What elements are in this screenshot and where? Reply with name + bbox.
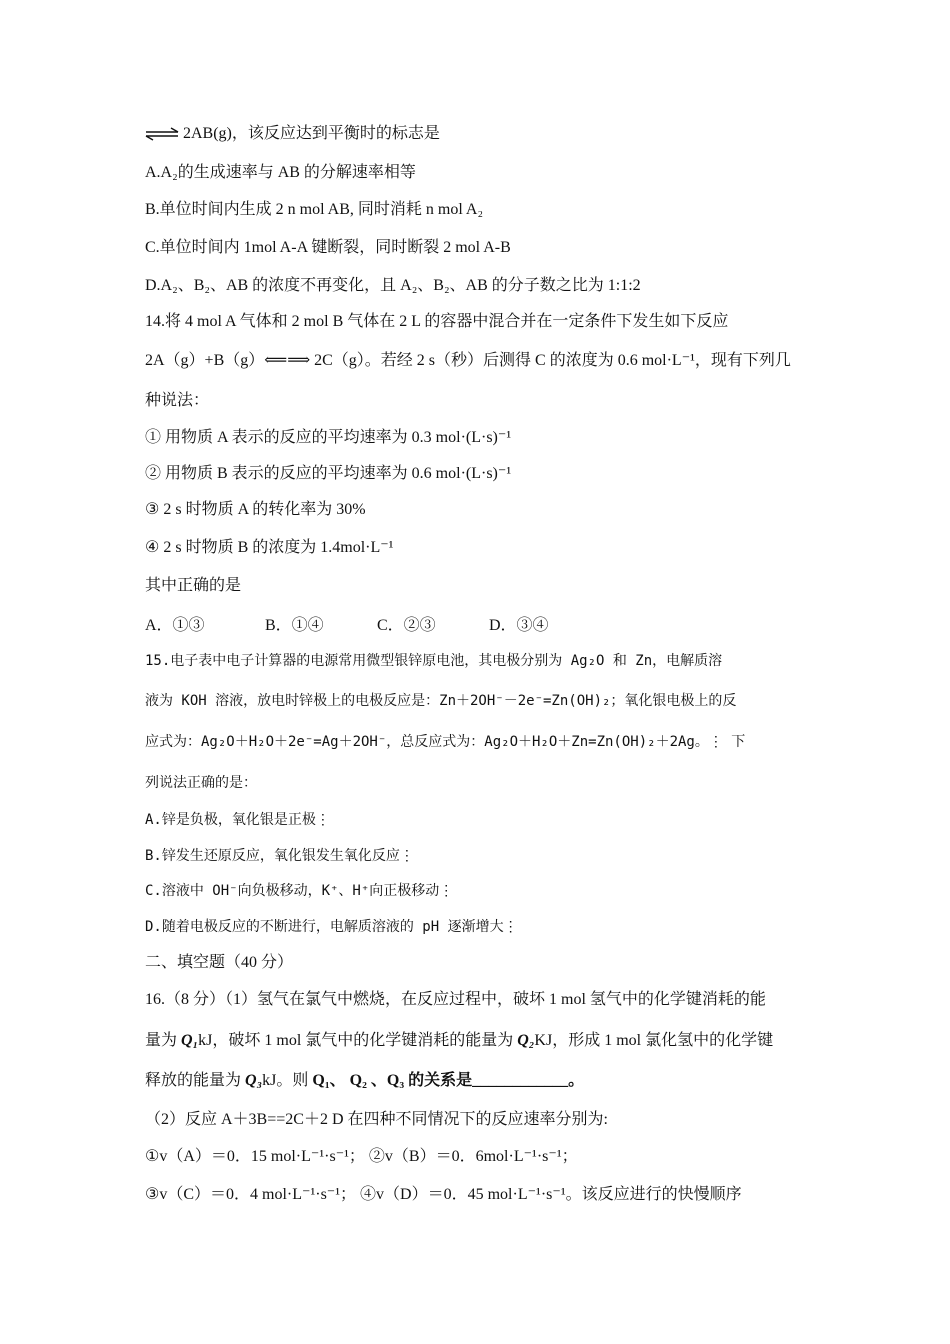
q13-equation-text: 2AB(g)，该反应达到平衡时的标志是	[183, 125, 440, 142]
q16-line-3	[145, 1070, 584, 1092]
q14-statement-1: ① 用物质 A 表示的反应的平均速率为 0.3 mol·(L·s)⁻¹	[145, 429, 512, 446]
q15-line-4: 列说法正确的是：	[145, 775, 257, 791]
q16-text: KJ，形成 1 mol 氯化氢中的化学键	[534, 1032, 774, 1049]
q15-line-3: 应式为：Ag₂O＋H₂O＋2e⁻=Ag＋2OH⁻，总反应式为：Ag₂O＋H₂O＋Zn=Zn(OH)₂＋2Ag。⋮ 下	[145, 734, 746, 750]
q16-line-2	[145, 1030, 773, 1052]
q16-text: kJ，破坏 1 mol 氯气中的化学键消耗的能量为	[198, 1032, 518, 1049]
q14-line-1: 14.将 4 mol A 气体和 2 mol B 气体在 2 L 的容器中混合并在一定条件下发生如下反应	[145, 313, 729, 330]
q14-line-3: 种说法：	[145, 392, 210, 409]
q14-statement-4: ④ 2 s 时物质 B 的浓度为 1.4mol·L⁻¹	[145, 539, 394, 556]
q3-symbol: Q₃	[245, 1072, 263, 1089]
q14-line-2: 2A（g）+B（g）⟸⟹ 2C（g）。若经 2 s（秒）后测得 C 的浓度为 0.6 mol·L⁻¹，现有下列几	[145, 352, 791, 369]
equilibrium-arrow-icon	[145, 127, 179, 141]
q16-rates-1: ①v（A）＝0．15 mol·L⁻¹·s⁻¹； ②v（B）＝0．6mol·L⁻¹·s⁻¹；	[145, 1148, 578, 1165]
q15-option-c: C.溶液中 OH⁻向负极移动，K⁺、H⁺向正极移动⋮	[145, 883, 454, 899]
answer-blank[interactable]: ____________	[472, 1072, 569, 1089]
q1-symbol: Q₁	[181, 1032, 199, 1049]
q14-statement-2: ② 用物质 B 表示的反应的平均速率为 0.6 mol·(L·s)⁻¹	[145, 465, 512, 482]
q16-part-2: （2）反应 A＋3B==2C＋2 D 在四种不同情况下的反应速率分别为:	[145, 1111, 608, 1128]
q14-choice-c: C．②③	[377, 617, 436, 634]
q13-option-c: C.单位时间内 1mol A-A 键断裂，同时断裂 2 mol A-B	[145, 239, 511, 256]
q16-text: 。	[568, 1072, 585, 1089]
q16-line-1: 16.（8 分）（1）氢气在氯气中燃烧，在反应过程中，破坏 1 mol 氢气中的化学键消耗的能	[145, 991, 766, 1008]
q15-option-a: A.锌是负极，氧化银是正极⋮	[145, 812, 330, 828]
q2-symbol: Q₂	[517, 1032, 535, 1049]
section-heading: 二、填空题（40 分）	[145, 954, 294, 971]
q13-option-d: D.A₂、B₂、AB 的浓度不再变化，且 A₂、B₂、AB 的分子数之比为 1:1:2	[145, 277, 641, 294]
q14-choice-a: A．①③	[145, 617, 205, 634]
q16-text: kJ。则	[262, 1072, 313, 1089]
q15-option-d: D.随着电极反应的不断进行，电解质溶液的 pH 逐渐增大⋮	[145, 919, 518, 935]
q13-equation-line	[145, 123, 440, 145]
q16-text: 释放的能量为	[145, 1072, 246, 1089]
q15-line-2: 液为 KOH 溶液，放电时锌极上的电极反应是：Zn＋2OH⁻－2e⁻=Zn(OH)₂；氧化银电极上的反	[145, 693, 737, 709]
q15-line-1: 15.电子表中电子计算器的电源常用微型银锌原电池，其电极分别为 Ag₂O 和 Zn，电解质溶	[145, 653, 723, 669]
q16-relation-prompt: Q₁、 Q₂ 、Q₃ 的关系是	[312, 1072, 473, 1089]
q16-text: 量为	[145, 1032, 182, 1049]
q13-option-b: B.单位时间内生成 2 n mol AB, 同时消耗 n mol A₂	[145, 201, 484, 218]
q14-choice-b: B．①④	[265, 617, 324, 634]
q14-prompt: 其中正确的是	[145, 577, 242, 594]
q14-statement-3: ③ 2 s 时物质 A 的转化率为 30%	[145, 501, 366, 518]
q15-option-b: B.锌发生还原反应，氧化银发生氧化反应⋮	[145, 848, 414, 864]
q14-choice-d: D．③④	[489, 617, 549, 634]
q16-rates-2: ③v（C）＝0．4 mol·L⁻¹·s⁻¹； ④v（D）＝0．45 mol·L⁻¹·s⁻¹。该反应进行的快慢顺序	[145, 1186, 742, 1203]
q13-option-a: A.A₂的生成速率与 AB 的分解速率相等	[145, 164, 416, 181]
